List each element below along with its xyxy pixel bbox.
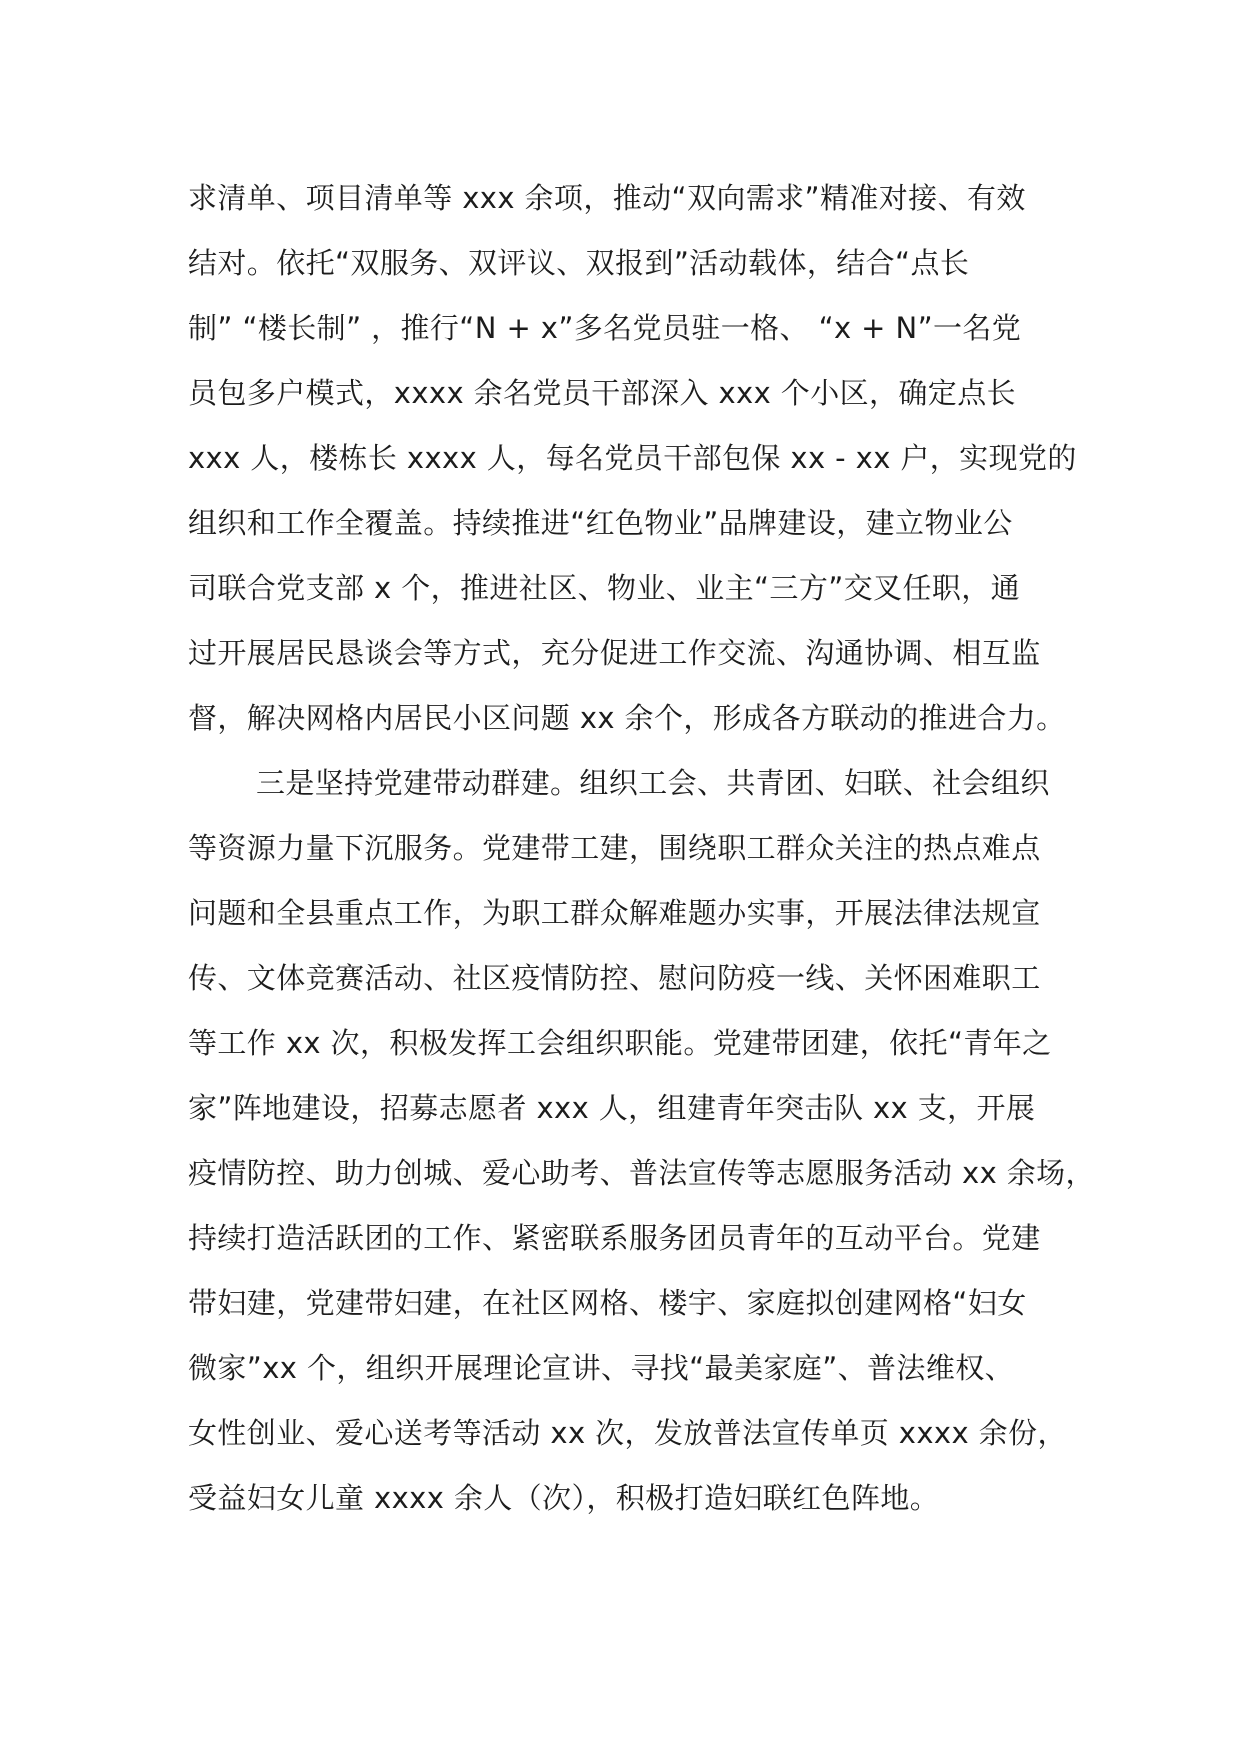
text-line: 员包多户模式，xxxx 余名党员干部深入 xxx 个小区，确定点长 (188, 376, 1016, 410)
text-line: 受益妇女儿童 xxxx 余人（次），积极打造妇联红色阵地。 (188, 1481, 940, 1515)
paragraph-start-line: 三是坚持党建带动群建。组织工会、共青团、妇联、社会组织 (256, 766, 1050, 800)
text-line: 求清单、项目清单等 xxx 余项，推动“双向需求”精准对接、有效 (188, 181, 1026, 215)
text-line: 带妇建，党建带妇建，在社区网格、楼宇、家庭拟创建网格“妇女 (188, 1286, 1027, 1320)
text-line: 督，解决网格内居民小区问题 xx 余个，形成各方联动的推进合力。 (188, 701, 1066, 735)
text-line: 等工作 xx 次，积极发挥工会组织职能。党建带团建，依托“青年之 (188, 1026, 1052, 1060)
text-line: 结对。依托“双服务、双评议、双报到”活动载体，结合“点长 (188, 246, 970, 280)
text-line: xxx 人，楼栋长 xxxx 人，每名党员干部包保 xx - xx 户，实现党的 (188, 441, 1077, 475)
text-line: 持续打造活跃团的工作、紧密联系服务团员青年的互动平台。党建 (188, 1221, 1041, 1255)
text-line: 组织和工作全覆盖。持续推进“红色物业”品牌建设，建立物业公 (188, 506, 1013, 540)
text-line: 司联合党支部 x 个，推进社区、物业、业主“三方”交叉任职，通 (188, 571, 1021, 605)
text-line: 制” “楼长制” ，推行“N + x”多名党员驻一格、 “x + N”一名党 (188, 311, 1022, 345)
text-line: 微家”xx 个，组织开展理论宣讲、寻找“最美家庭”、普法维权、 (188, 1351, 1015, 1385)
text-line: 疫情防控、助力创城、爱心助考、普法宣传等志愿服务活动 xx 余场， (188, 1156, 1095, 1190)
text-line: 问题和全县重点工作，为职工群众解难题办实事，开展法律法规宣 (188, 896, 1041, 930)
text-line: 过开展居民恳谈会等方式，充分促进工作交流、沟通协调、相互监 (188, 636, 1041, 670)
text-line: 女性创业、爱心送考等活动 xx 次，发放普法宣传单页 xxxx 余份， (188, 1416, 1067, 1450)
text-line: 等资源力量下沉服务。党建带工建，围绕职工群众关注的热点难点 (188, 831, 1041, 865)
text-line: 家”阵地建设，招募志愿者 xxx 人，组建青年突击队 xx 支，开展 (188, 1091, 1036, 1125)
text-line: 传、文体竞赛活动、社区疫情防控、慰问防疫一线、关怀困难职工 (188, 961, 1041, 995)
body-text (188, 166, 1095, 1531)
